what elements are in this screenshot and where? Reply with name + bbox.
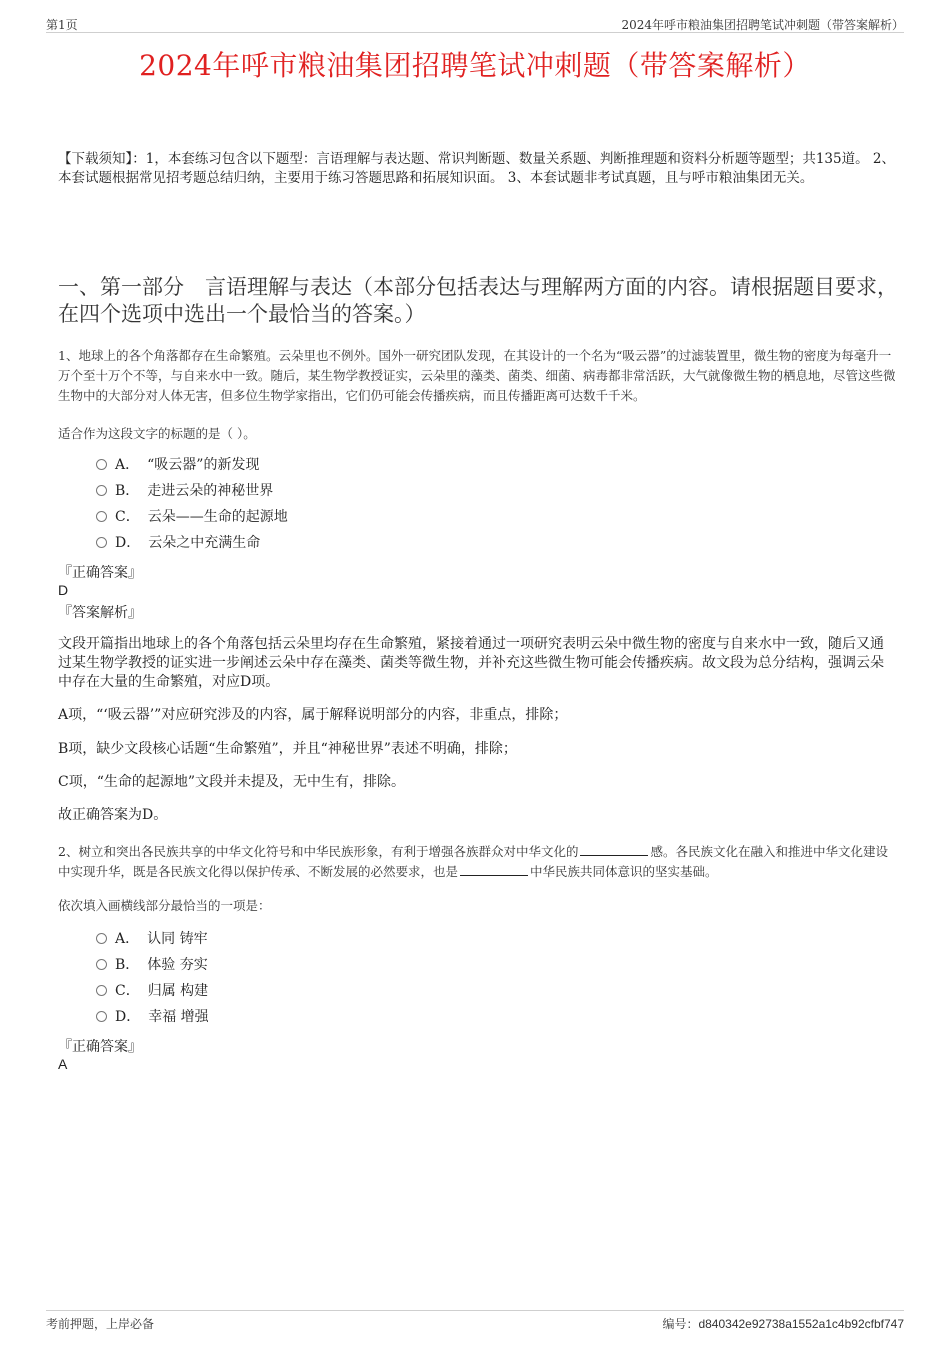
question-2-answer: A xyxy=(58,1056,68,1072)
question-1-analysis-a: A项，“‘吸云器’”对应研究涉及的内容，属于解释说明部分的内容，非重点，排除； xyxy=(58,707,568,723)
page-number: 第1页 xyxy=(46,18,78,32)
question-2-option-d[interactable]: D． 幸福 增强 xyxy=(96,1004,209,1030)
question-1-analysis-c: C项，“生命的起源地”文段并未提及，无中生有，排除。 xyxy=(58,774,406,790)
radio-icon[interactable] xyxy=(96,933,107,944)
radio-icon[interactable] xyxy=(96,459,107,470)
question-2-option-b[interactable]: B． 体验 夯实 xyxy=(96,952,209,978)
question-1-analysis-conclusion: 故正确答案为D。 xyxy=(58,807,168,823)
page-footer xyxy=(46,1310,904,1331)
question-1-analysis-summary: 文段开篇指出地球上的各个角落包括云朵里均存在生命繁殖，紧接着通过一项研究表明云朵中微生物的密度与自来水中一致，随后又通过某生物学教授的证实进一步阐述云朵中存在藻类、菌类等微生物，并补充这些微生物可能会传播疾病。故文段为总分结构，强调云朵中存在大量的生命繁殖，对应D项。 xyxy=(58,636,884,690)
question-1-option-a[interactable]: A． “吸云器”的新发现 xyxy=(96,452,288,478)
question-1-options xyxy=(96,452,288,556)
page-header xyxy=(46,14,904,33)
document-title: 2024年呼市粮油集团招聘笔试冲刺题（带答案解析） xyxy=(139,49,811,82)
radio-icon[interactable] xyxy=(96,485,107,496)
question-2-answer-label: 『正确答案』 xyxy=(58,1039,142,1055)
question-1-answer: D xyxy=(58,582,69,598)
question-1-answer-label: 『正确答案』 xyxy=(58,565,142,581)
question-2-option-a[interactable]: A． 认同 铸牢 xyxy=(96,926,209,952)
question-1-prompt: 适合作为这段文字的标题的是（ ）。 xyxy=(58,426,256,441)
fill-blank-2 xyxy=(460,863,528,876)
question-1-option-c[interactable]: C． 云朵——生命的起源地 xyxy=(96,504,288,530)
radio-icon[interactable] xyxy=(96,511,107,522)
footer-code: 编号：d840342e92738a1552a1c4b92cfbf747 xyxy=(662,1317,904,1331)
download-notice: 【下载须知】：1，本套练习包含以下题型：言语理解与表达题、常识判断题、数量关系题、判断推理题和资料分析题等题型；共135道。 2、本套试题根据常见招考题总结归纳，主要用于练习答题思路和拓展知识面。 3、本套试题非考试真题，且与呼市粮油集团无关。 xyxy=(58,151,895,186)
header-doc-title: 2024年呼市粮油集团招聘笔试冲刺题（带答案解析） xyxy=(621,18,904,32)
radio-icon[interactable] xyxy=(96,537,107,548)
question-2-prompt: 依次填入画横线部分最恰当的一项是： xyxy=(58,898,271,913)
question-1-text: 1、地球上的各个角落都存在生命繁殖。云朵里也不例外。国外一研究团队发现，在其设计的一个名为“吸云器”的过滤装置里，微生物的密度为每毫升一万个至十万个不等，与自来水中一致。随后，某生物学教授证实，云朵里的藻类、菌类、细菌、病毒都非常活跃，大气就像微生物的栖息地，尽管这些微生物中的大部分对人体无害，但多位生物学家指出，它们仍可能会传播疾病，而且传播距离可达数千千米。 xyxy=(58,348,896,403)
question-1-option-d[interactable]: D． 云朵之中充满生命 xyxy=(96,530,288,556)
question-2-option-c[interactable]: C． 归属 构建 xyxy=(96,978,209,1004)
radio-icon[interactable] xyxy=(96,1011,107,1022)
question-1-option-b[interactable]: B． 走进云朵的神秘世界 xyxy=(96,478,288,504)
fill-blank-1 xyxy=(580,843,648,856)
footer-slogan: 考前押题，上岸必备 xyxy=(46,1317,155,1331)
question-2-text: 2、树立和突出各民族共享的中华文化符号和中华民族形象，有利于增强各族群众对中华文化的 感。各民族文化在融入和推进中华文化建设中实现升华，既是各民族文化得以保护传承、不断发展的必然要求，也是 中华民族共同体意识的坚实基础。 xyxy=(58,844,888,879)
question-1-analysis-b: B项，缺少文段核心话题“生命繁殖”，并且“神秘世界”表述不明确，排除； xyxy=(58,741,517,757)
question-2-options xyxy=(96,926,209,1030)
question-1-analysis-label: 『答案解析』 xyxy=(58,605,142,621)
radio-icon[interactable] xyxy=(96,985,107,996)
radio-icon[interactable] xyxy=(96,959,107,970)
section-heading: 一、第一部分 言语理解与表达（本部分包括表达与理解两方面的内容。请根据题目要求，在四个选项中选出一个最恰当的答案。） xyxy=(58,275,898,326)
